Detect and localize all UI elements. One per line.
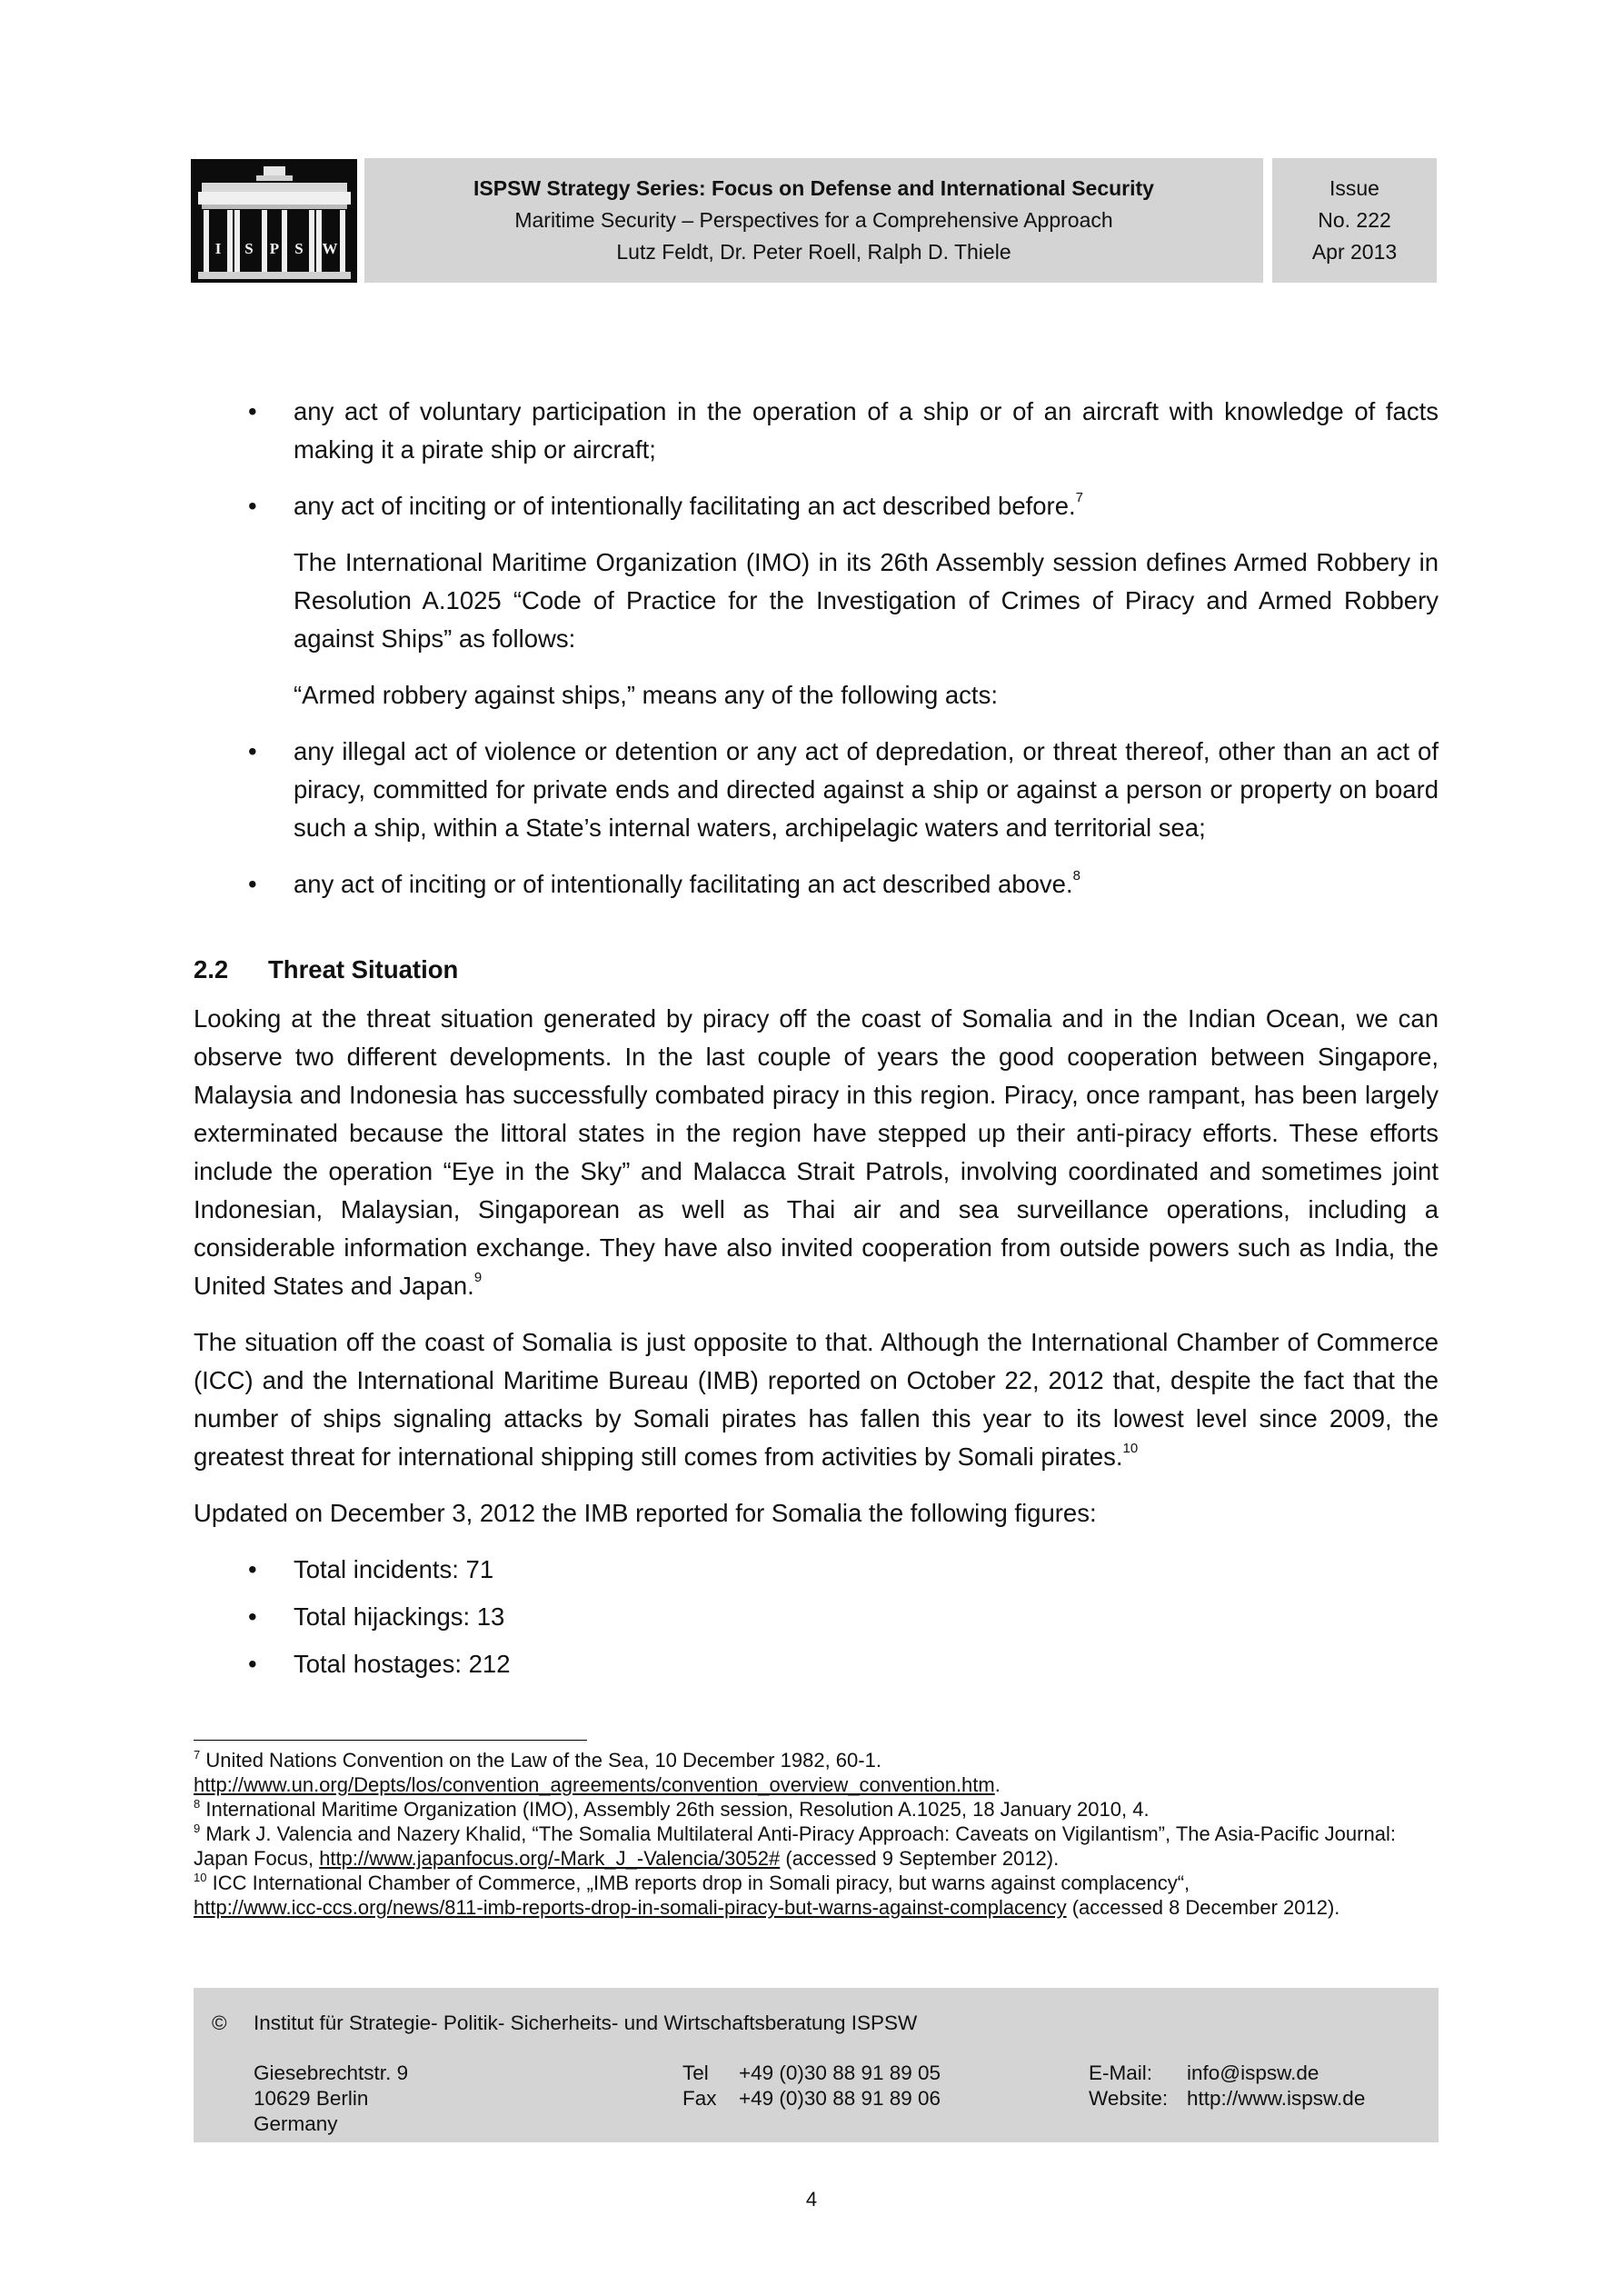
tel-number: +49 (0)30 88 91 89 05 bbox=[739, 2061, 941, 2084]
bullet-icon: • bbox=[248, 492, 257, 520]
tel-label: Tel bbox=[682, 2061, 709, 2084]
armed-robbery-definition: “Armed robbery against ships,” means any of the following acts: bbox=[294, 681, 998, 709]
footnote-ref[interactable]: 9 bbox=[473, 1270, 483, 1285]
logo-letter: W bbox=[322, 240, 338, 257]
institute-name: Institut für Strategie- Politik- Sicherheits- und Wirtschaftsberatung ISPSW bbox=[254, 2011, 918, 2034]
footnote-10 bbox=[194, 1871, 1439, 1920]
footnotes bbox=[194, 1748, 1439, 1920]
paragraph bbox=[194, 1000, 1439, 1305]
footnote-text: . bbox=[994, 1773, 1001, 1796]
footnote-9 bbox=[194, 1822, 1439, 1871]
document-title: Maritime Security – Perspectives for a Comprehensive Approach bbox=[514, 208, 1113, 232]
stat-hijackings: Total hijackings: 13 bbox=[294, 1602, 505, 1631]
paragraph bbox=[194, 1323, 1439, 1476]
list-item bbox=[194, 393, 1439, 469]
city: 10629 Berlin bbox=[254, 2087, 369, 2110]
stat-incidents: Total incidents: 71 bbox=[294, 1555, 494, 1583]
bullet-text: any act of inciting or of intentionally facilitating an act described above. bbox=[294, 870, 1073, 898]
page-number: 4 bbox=[805, 2188, 818, 2211]
footnote-ref[interactable]: 8 bbox=[1072, 868, 1080, 883]
website-label: Website: bbox=[1089, 2087, 1169, 2110]
logo-letter: S bbox=[294, 240, 304, 257]
footnote-number: 9 bbox=[194, 1822, 201, 1835]
email-address[interactable]: info@ispsw.de bbox=[1187, 2061, 1319, 2084]
bullet-icon: • bbox=[248, 397, 257, 425]
footnote-number: 10 bbox=[194, 1871, 207, 1884]
footnote-divider bbox=[194, 1740, 587, 1741]
footnote-text: (accessed 9 September 2012). bbox=[780, 1847, 1060, 1870]
fax-label: Fax bbox=[682, 2087, 717, 2110]
logo-letter: S bbox=[244, 240, 254, 257]
section-number: 2.2 bbox=[194, 955, 229, 983]
footnote-ref[interactable]: 10 bbox=[1122, 1441, 1139, 1456]
bullet-text: any act of inciting or of intentionally facilitating an act described before. bbox=[294, 492, 1076, 520]
footnote-text: United Nations Convention on the Law of the Sea, 10 December 1982, 60-1. bbox=[200, 1749, 881, 1772]
footnote-number: 8 bbox=[194, 1797, 201, 1811]
country: Germany bbox=[254, 2112, 338, 2135]
street: Giesebrechtstr. 9 bbox=[254, 2061, 409, 2084]
logo-letter: P bbox=[269, 240, 280, 257]
footnote-link[interactable]: http://www.japanfocus.org/-Mark_J_-Valencia/3052# bbox=[319, 1847, 781, 1870]
stat-hostages: Total hostages: 212 bbox=[294, 1650, 511, 1678]
copyright-icon: © bbox=[212, 2011, 227, 2034]
list-item bbox=[194, 733, 1439, 847]
list-item bbox=[194, 1551, 1439, 1589]
bullet-icon: • bbox=[248, 1602, 257, 1631]
bullet-icon: • bbox=[248, 737, 257, 765]
authors: Lutz Feldt, Dr. Peter Roell, Ralph D. Thiele bbox=[616, 240, 1011, 264]
footnote-7 bbox=[194, 1748, 1439, 1797]
footnote-link[interactable]: http://www.icc-ccs.org/news/811-imb-reports-drop-in-somali-piracy-but-warns-against-complacency bbox=[194, 1896, 1067, 1919]
paragraph: Updated on December 3, 2012 the IMB reported for Somalia the following figures: bbox=[194, 1499, 1097, 1527]
footnote-text: ICC International Chamber of Commerce, „IMB reports drop in Somali piracy, but warns against complacency“, bbox=[206, 1872, 1190, 1894]
website-url[interactable]: http://www.ispsw.de bbox=[1187, 2087, 1366, 2110]
bullet-icon: • bbox=[248, 870, 257, 898]
paragraph-text: Looking at the threat situation generated by piracy off the coast of Somalia and in the Indian Ocean, we can observe two different developments. In the last couple of years the good cooperation between Singapore, Malaysia and Indonesia has successfully combated piracy in this region. Piracy, once rampant, has been largely exterminated because the littoral states in the region have stepped up their anti-piracy efforts. These efforts include the operation “Eye in the Sky” and Malacca Strait Patrols, involving coordinated and sometimes joint Indonesian, Malaysian, Singaporean as well as Thai air and sea surveillance operations, including a considerable information exchange. They have also invited cooperation from outside powers such as India, the United States and Japan. bbox=[194, 1004, 1439, 1300]
email-label: E-Mail: bbox=[1089, 2061, 1153, 2084]
page-footer bbox=[194, 1988, 1439, 2142]
footnote-text: (accessed 8 December 2012). bbox=[1066, 1896, 1340, 1919]
list-item bbox=[194, 1598, 1439, 1636]
phone-block bbox=[682, 2061, 941, 2111]
imo-paragraph: The International Maritime Organization (IMO) in its 26th Assembly session defines Armed Robbery in Resolution A.1025 “Code of Practice for the Investigation of Crimes of Piracy and Armed Robbery against Ships” as follows: bbox=[294, 548, 1439, 653]
main-text bbox=[194, 393, 1439, 1683]
list-item bbox=[194, 865, 1439, 903]
section-heading bbox=[194, 951, 1439, 989]
section-title: Threat Situation bbox=[268, 955, 459, 983]
footnote-link[interactable]: http://www.un.org/Depts/los/convention_agreements/convention_overview_convention.htm bbox=[194, 1773, 995, 1796]
list-item bbox=[194, 1645, 1439, 1683]
bullet-icon: • bbox=[248, 1555, 257, 1583]
list-item bbox=[194, 487, 1439, 525]
header-title-box bbox=[364, 158, 1263, 283]
issue-date: Apr 2013 bbox=[1311, 240, 1398, 264]
footnote-text: Mark J. Valencia and Nazery Khalid, “The Somalia Multilateral Anti-Piracy Approach: Caveats on Vigilantism”, The Asia-Pacific Journal: Japan Focus, bbox=[194, 1822, 1396, 1870]
ispsw-logo bbox=[191, 159, 357, 283]
header-issue-box bbox=[1272, 158, 1437, 283]
issue-number: No. 222 bbox=[1318, 208, 1391, 232]
contact-block bbox=[1089, 2061, 1365, 2111]
fax-number: +49 (0)30 88 91 89 06 bbox=[739, 2087, 941, 2110]
bullet-icon: • bbox=[248, 1650, 257, 1678]
footnote-8 bbox=[194, 1797, 1439, 1822]
address-block bbox=[254, 2061, 408, 2137]
bullet-text: any act of voluntary participation in the operation of a ship or of an aircraft with knowledge of facts making it a pirate ship or aircraft; bbox=[294, 397, 1439, 464]
issue-label: Issue bbox=[1329, 176, 1379, 200]
series-title: ISPSW Strategy Series: Focus on Defense and International Security bbox=[473, 176, 1154, 200]
bullet-text: any illegal act of violence or detention or any act of depredation, or threat thereof, other than an act of piracy, committed for private ends and directed against a ship or against a person or property on board such a ship, within a State’s internal waters, archipelagic waters and territorial sea; bbox=[294, 737, 1439, 842]
logo-letter: I bbox=[214, 240, 222, 257]
footnote-ref[interactable]: 7 bbox=[1075, 490, 1083, 505]
footnote-text: International Maritime Organization (IMO), Assembly 26th session, Resolution A.1025, 18 January 2010, 4. bbox=[200, 1798, 1150, 1821]
paragraph-text: The situation off the coast of Somalia is just opposite to that. Although the International Chamber of Commerce (ICC) and the International Maritime Bureau (IMB) reported on October 22, 2012 that, despite the fact that the number of ships signaling attacks by Somali pirates has fallen this year to its lowest level since 2009, the greatest threat for international shipping still comes from activities by Somali pirates. bbox=[194, 1328, 1439, 1471]
footnote-number: 7 bbox=[194, 1748, 201, 1762]
brandenburg-gate-logo bbox=[191, 159, 357, 283]
